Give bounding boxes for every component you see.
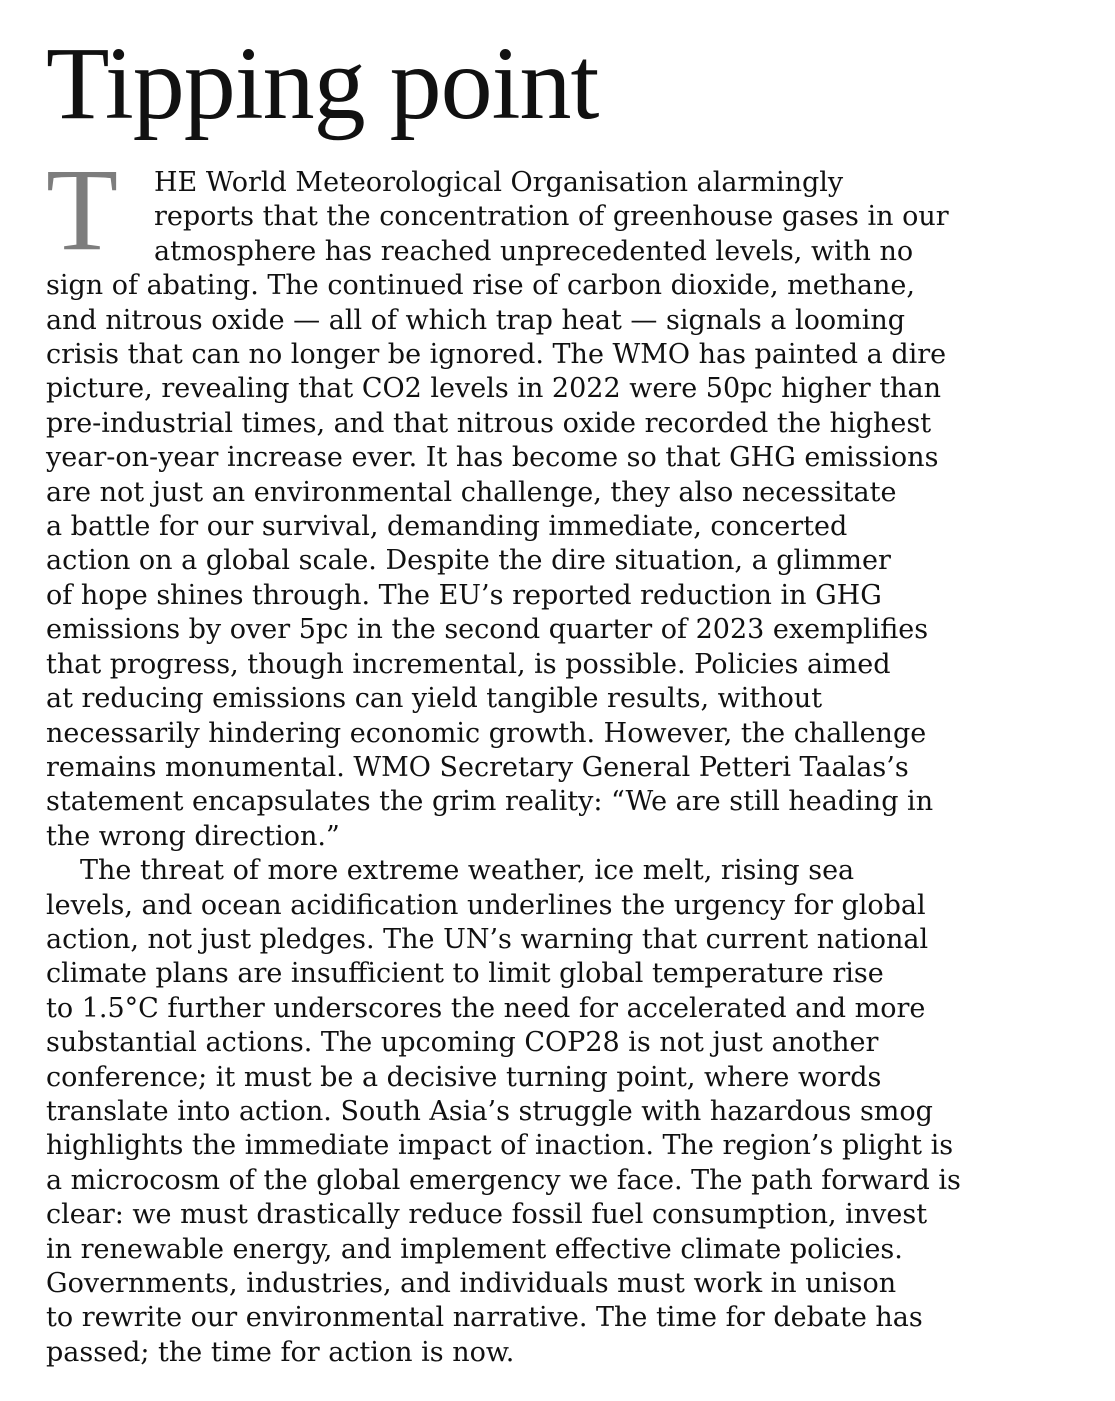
editorial-article [46,28,1096,1370]
paragraph-1 [46,144,1096,854]
text-line: HE World Meteorological Organisation alarmingly [154,167,844,198]
text-line: conference; it must be a decisive turning point, where words [46,1061,882,1093]
text-line: action, not just pledges. The UN’s warning that current national [46,923,929,955]
text-line: The threat of more extreme weather, ice melt, rising sea [80,855,855,887]
text-line: at reducing emissions can yield tangible results, without [46,683,823,715]
text-line: of hope shines through. The EU’s reported reduction in GHG [46,579,882,611]
text-line: clear: we must drastically reduce fossil fuel consumption, invest [46,1199,928,1231]
text-line: year-on-year increase ever. It has become so that GHG emissions [46,442,939,474]
text-line: crisis that can no longer be ignored. The WMO has painted a dire [46,339,947,371]
text-line: and nitrous oxide — all of which trap heat — signals a looming [46,304,906,336]
drop-cap-lines [46,166,1096,269]
text-line: that progress, though incremental, is possible. Policies aimed [46,648,891,680]
text-line: Governments, industries, and individuals must work in unison [46,1268,897,1299]
text-line: atmosphere has reached unprecedented levels, with no [154,235,914,267]
text-line: sign of abating. The continued rise of carbon dioxide, methane, [46,270,915,302]
text-line: reports that the concentration of greenhouse gases in our [154,201,949,233]
text-line: picture, revealing that CO2 levels in 2022 were 50pc higher than [46,373,942,405]
text-line: a battle for our survival, demanding immediate, concerted [46,511,848,543]
text-line: pre-industrial times, and that nitrous oxide recorded the highest [46,407,932,439]
text-line: emissions by over 5pc in the second quarter of 2023 exemplifies [46,614,929,646]
drop-cap: T [46,144,119,275]
text-line: the wrong direction.” [46,820,340,852]
paragraph-2 [46,854,1096,1370]
text-line: substantial actions. The upcoming COP28 is not just another [46,1027,879,1059]
text-line: highlights the immediate impact of inaction. The region’s plight is [46,1130,954,1162]
text-line: remains monumental. WMO Secretary General Petteri Taalas’s [46,751,909,783]
text-line: climate plans are insufficient to limit global temperature rise [46,958,884,990]
text-line: necessarily hindering economic growth. However, the challenge [46,717,927,749]
text-line: a microcosm of the global emergency we face. The path forward is [46,1164,961,1196]
headline: Tipping point [46,26,599,141]
text-line: are not just an environmental challenge, they also necessitate [46,476,897,508]
text-line: passed; the time for action is now. [46,1336,515,1368]
text-line: levels, and ocean acidification underlines the urgency for global [46,889,926,921]
text-line: action on a global scale. Despite the dire situation, a glimmer [46,545,891,577]
text-line: translate into action. South Asia’s struggle with hazardous smog [46,1095,933,1127]
text-line: to 1.5°C further underscores the need for accelerated and more [46,992,926,1024]
article-body [46,144,1096,1370]
text-line: statement encapsulates the grim reality: “We are still heading in [46,786,934,818]
text-line: in renewable energy, and implement effective climate policies. [46,1233,903,1265]
text-line: to rewrite our environmental narrative. The time for debate has [46,1302,923,1334]
